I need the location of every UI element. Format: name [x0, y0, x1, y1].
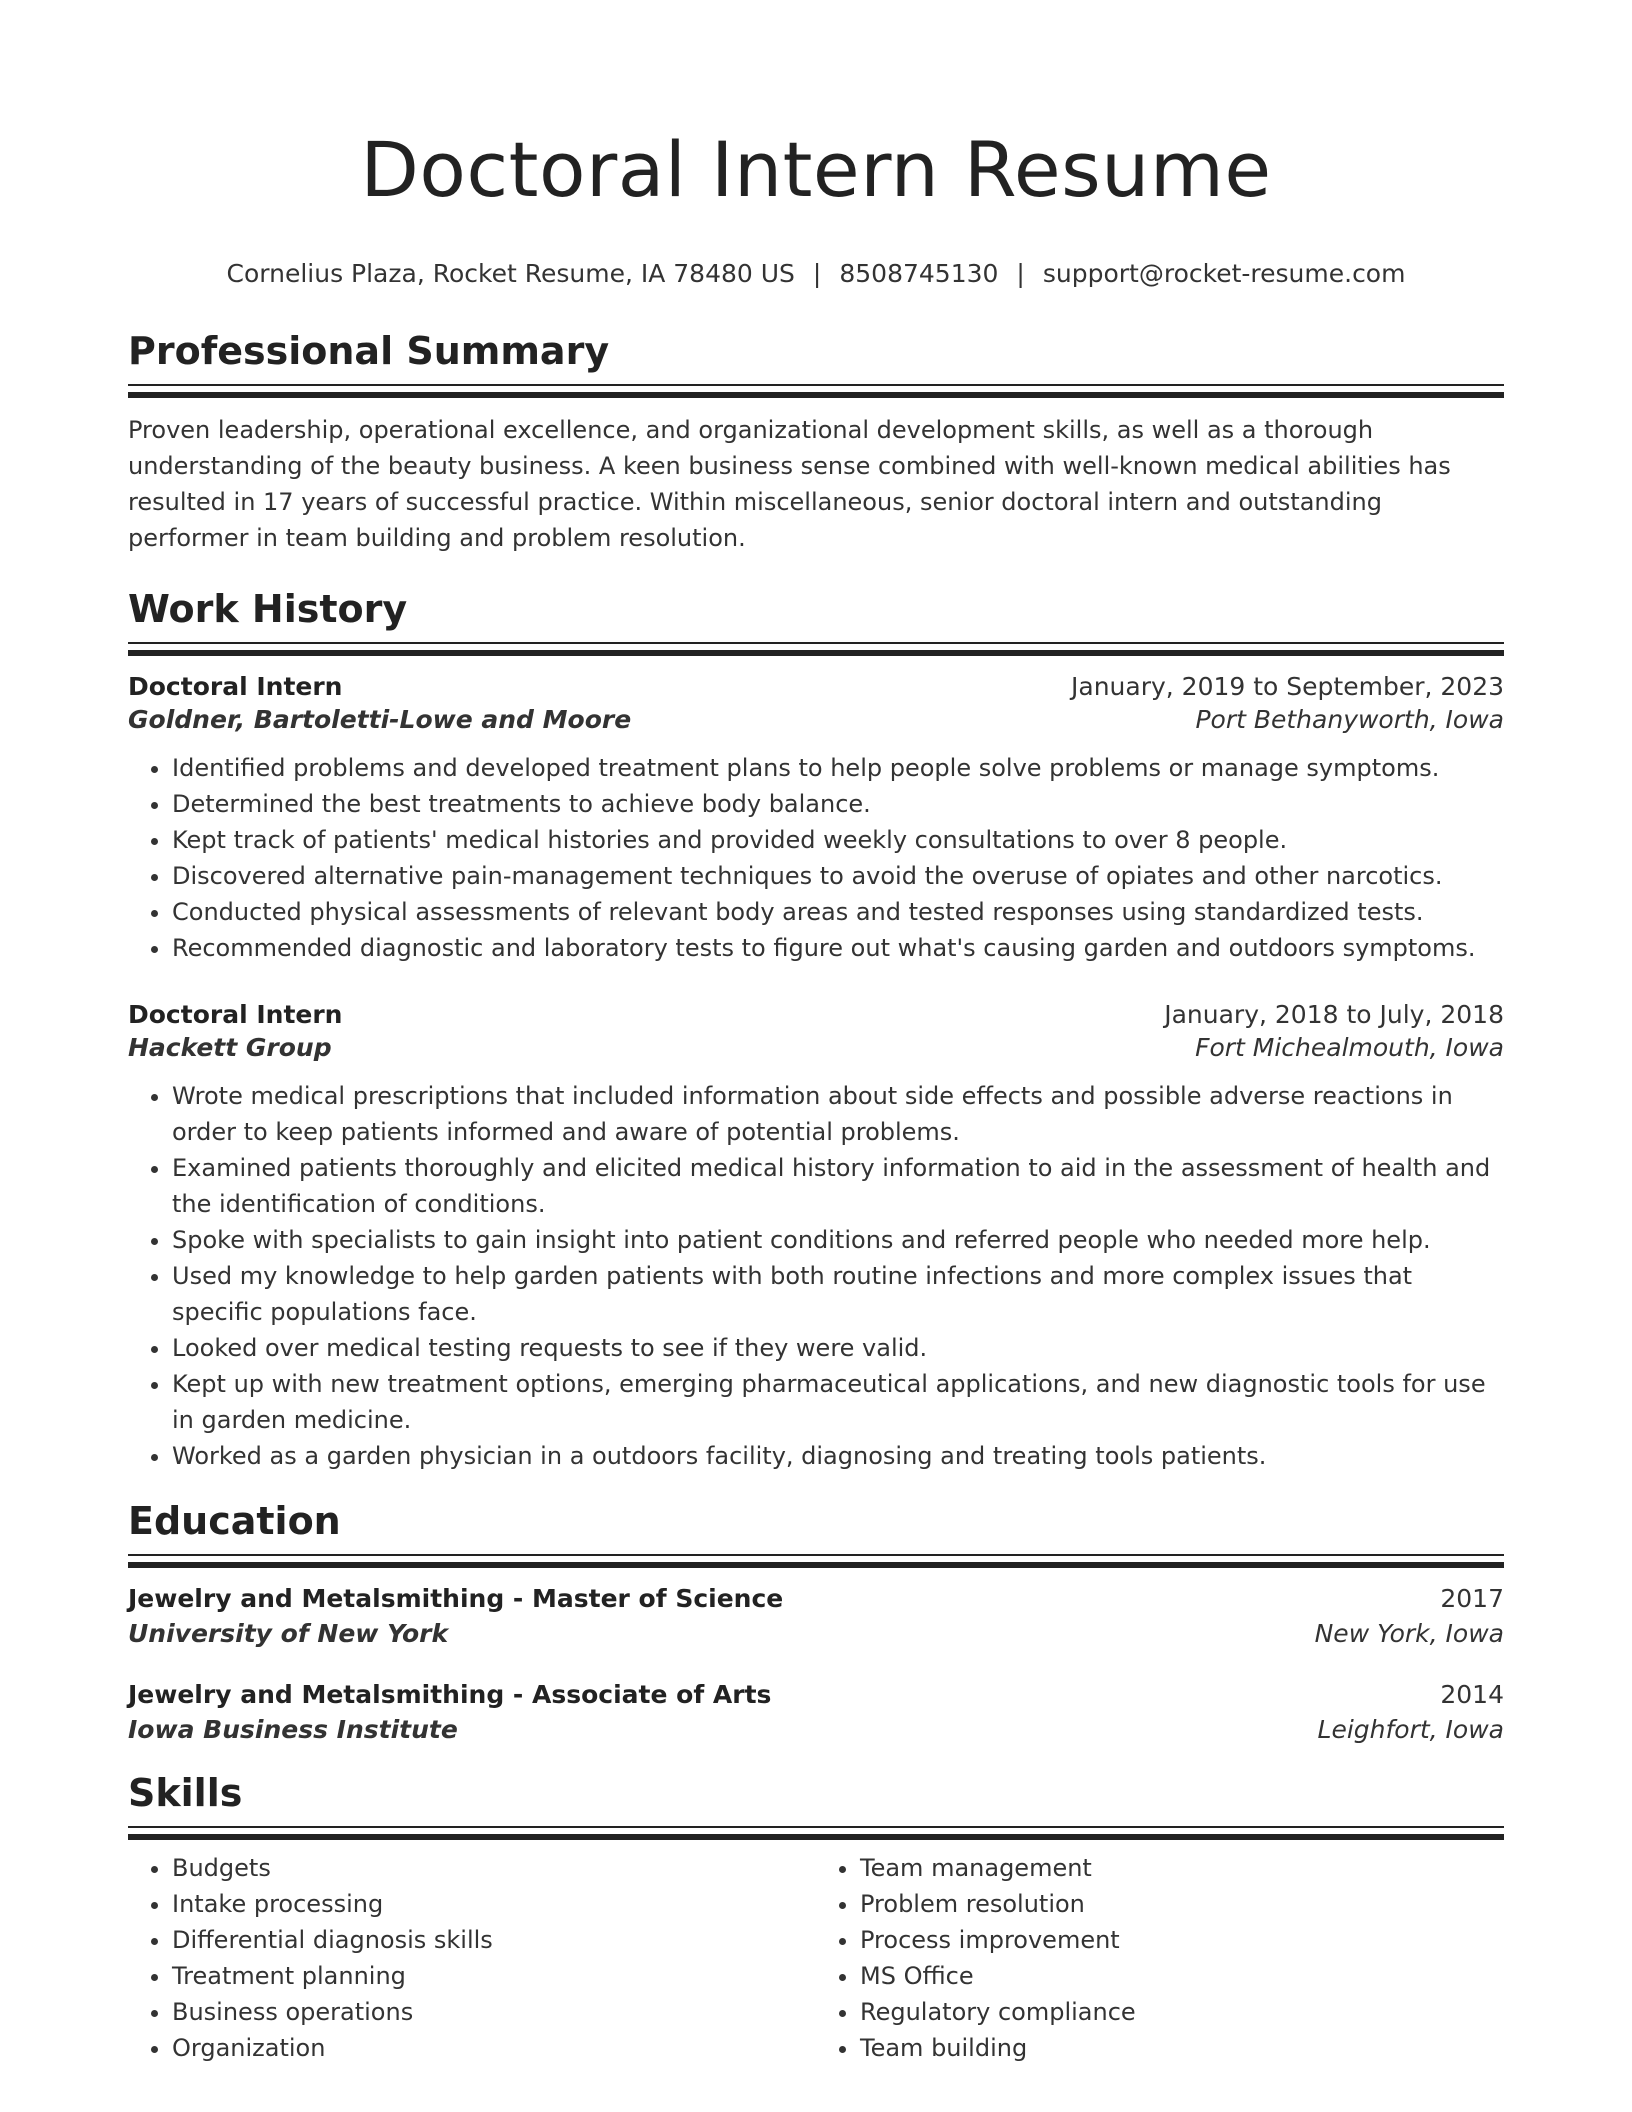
job-bullets [128, 750, 1504, 966]
resume-page [128, 0, 1504, 2066]
section-divider [128, 1826, 1504, 1840]
job-entry [128, 1000, 1504, 1474]
list-item: • Examined patients thoroughly and elicited medical history information to aid in the assessment of health and the identification of conditions. [172, 1150, 1504, 1222]
skills-list-right [816, 1850, 1504, 2066]
list-item: • Kept track of patients' medical histories and provided weekly consultations to over 8 people. [172, 822, 1504, 858]
list-item: • Process improvement [860, 1922, 1504, 1958]
work-heading: Work History [128, 587, 408, 631]
resume-title: Doctoral Intern Resume [360, 125, 1272, 214]
job-header [128, 672, 1504, 701]
education-header [128, 1584, 1504, 1613]
job-dates: January, 2018 to July, 2018 [1164, 1000, 1504, 1029]
education-entry [128, 1680, 1504, 1744]
list-item: • Discovered alternative pain-management techniques to avoid the overuse of opiates and other narcotics. [172, 858, 1504, 894]
job-bullets [128, 1078, 1504, 1474]
list-item: • Conducted physical assessments of relevant body areas and tested responses using standardized tests. [172, 894, 1504, 930]
list-item: • Worked as a garden physician in a outdoors facility, diagnosing and treating tools patients. [172, 1438, 1504, 1474]
job-header [128, 1000, 1504, 1029]
job-location: Port Bethanyworth, Iowa [1195, 705, 1504, 734]
list-item: • Budgets [172, 1850, 816, 1886]
list-item: • Organization [172, 2030, 816, 2066]
education-section [128, 1496, 1504, 1744]
list-item: • Kept up with new treatment options, emerging pharmaceutical applications, and new diagnostic tools for use in garden medicine. [172, 1366, 1504, 1438]
contact-separator: | [812, 259, 822, 288]
education-year: 2017 [1440, 1584, 1504, 1613]
contact-separator: | [1016, 259, 1025, 288]
job-company: Hackett Group [128, 1033, 332, 1062]
skills-columns [128, 1850, 1504, 2066]
education-school: University of New York [128, 1619, 449, 1648]
list-item: • Wrote medical prescriptions that included information about side effects and possible adverse reactions in order to keep patients informed and aware of potential problems. [172, 1078, 1504, 1150]
list-item: • Differential diagnosis skills [172, 1922, 816, 1958]
education-subheader [128, 1619, 1504, 1648]
list-item: • Identified problems and developed treatment plans to help people solve problems or manage symptoms. [172, 750, 1504, 786]
job-title: Doctoral Intern [128, 672, 343, 701]
list-item: • Team management [860, 1850, 1504, 1886]
education-school: Iowa Business Institute [128, 1715, 458, 1744]
list-item: • Business operations [172, 1994, 816, 2030]
list-item: • Regulatory compliance [860, 1994, 1504, 2030]
education-degree: Jewelry and Metalsmithing - Associate of Arts [128, 1680, 772, 1709]
contact-address: Cornelius Plaza, Rocket Resume, IA 78480 US [226, 259, 795, 288]
job-title: Doctoral Intern [128, 1000, 343, 1029]
contact-phone: 8508745130 [839, 259, 999, 288]
section-divider [128, 642, 1504, 656]
section-divider [128, 384, 1504, 398]
education-entry [128, 1584, 1504, 1648]
skills-section [128, 1768, 1504, 2066]
education-location: Leighfort, Iowa [1317, 1715, 1504, 1744]
education-subheader [128, 1715, 1504, 1744]
list-item: • Recommended diagnostic and laboratory tests to figure out what's causing garden and outdoors symptoms. [172, 930, 1504, 966]
list-item: • Intake processing [172, 1886, 816, 1922]
education-heading: Education [128, 1499, 341, 1543]
list-item: • Spoke with specialists to gain insight into patient conditions and referred people who needed more help. [172, 1222, 1504, 1258]
contact-email: support@rocket-resume.com [1042, 259, 1406, 288]
section-divider [128, 1554, 1504, 1568]
contact-line [128, 256, 1504, 292]
list-item: • Problem resolution [860, 1886, 1504, 1922]
work-section [128, 584, 1504, 1474]
job-subheader [128, 705, 1504, 734]
job-company: Goldner, Bartoletti-Lowe and Moore [128, 705, 632, 734]
skills-heading: Skills [128, 1771, 243, 1815]
education-location: New York, Iowa [1314, 1619, 1504, 1648]
list-item: • MS Office [860, 1958, 1504, 1994]
list-item: • Used my knowledge to help garden patients with both routine infections and more complex issues that specific populations face. [172, 1258, 1504, 1330]
education-header [128, 1680, 1504, 1709]
job-location: Fort Michealmouth, Iowa [1195, 1033, 1504, 1062]
list-item: • Team building [860, 2030, 1504, 2066]
job-entry [128, 672, 1504, 966]
list-item: • Looked over medical testing requests to see if they were valid. [172, 1330, 1504, 1366]
list-item: • Determined the best treatments to achieve body balance. [172, 786, 1504, 822]
job-dates: January, 2019 to September, 2023 [1071, 672, 1504, 701]
list-item: • Treatment planning [172, 1958, 816, 1994]
summary-section [128, 326, 1504, 556]
summary-heading: Professional Summary [128, 329, 610, 373]
education-year: 2014 [1440, 1680, 1504, 1709]
education-degree: Jewelry and Metalsmithing - Master of Science [128, 1584, 784, 1613]
job-subheader [128, 1033, 1504, 1062]
summary-text: Proven leadership, operational excellence, and organizational development skills, as well as a thorough understanding of the beauty business. A keen business sense combined with well-known medical abilities has resulted in 17 years of successful practice. Within miscellaneous, senior doctoral intern and outstanding performer in team building and problem resolution. [128, 416, 1451, 552]
skills-list-left [128, 1850, 816, 2066]
